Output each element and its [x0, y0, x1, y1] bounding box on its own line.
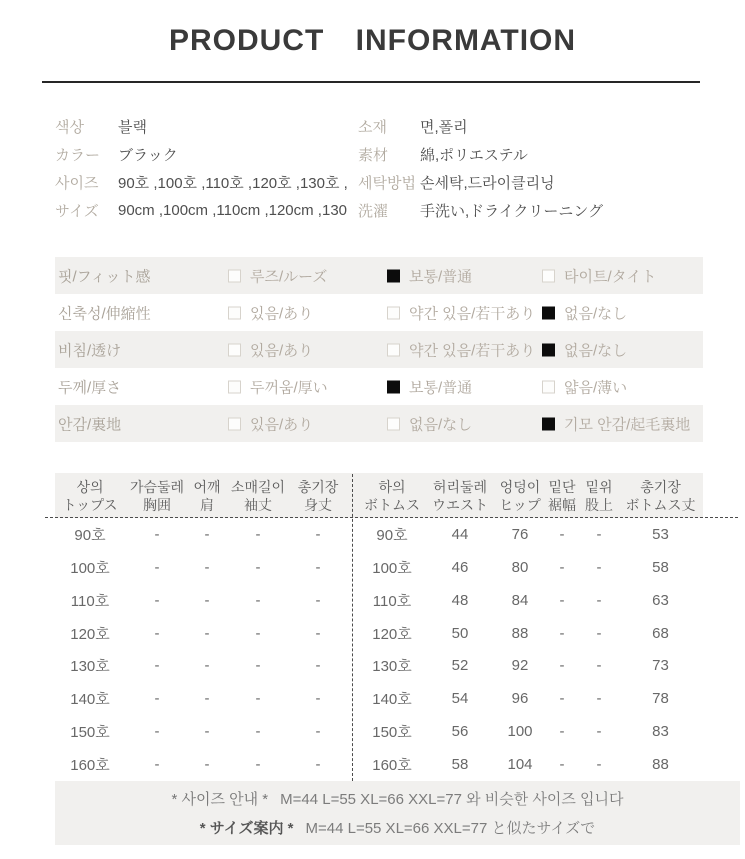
checkbox-unchecked-icon	[387, 306, 400, 319]
column-header	[580, 473, 618, 518]
option-unselected	[387, 413, 472, 434]
size-label-cell: 140호	[70, 691, 110, 709]
page-title: PRODUCT INFORMATION	[168, 24, 577, 57]
tops-size-table	[55, 473, 345, 781]
attribute-label: 비침/透け	[58, 342, 122, 359]
measurement-cell: 48	[451, 591, 469, 609]
column-header-korean: 총기장	[640, 478, 681, 495]
measurement-cell: 80	[511, 558, 529, 576]
option-label: 두꺼움/厚い	[250, 379, 328, 396]
measurement-cell: 88	[511, 624, 529, 642]
column-header-korean: 상의	[76, 478, 104, 495]
info-row	[55, 168, 355, 196]
column-header-japanese: 胸囲	[143, 496, 171, 513]
info-label: 素材	[358, 146, 389, 164]
info-label: 洗濯	[358, 202, 389, 220]
note-prefix: * サイズ案内 *	[199, 820, 294, 837]
column-header-korean: 하의	[378, 478, 406, 495]
measurement-cell: 92	[511, 657, 529, 675]
measurement-cell: -	[596, 624, 602, 642]
measurement-cell: -	[204, 591, 210, 609]
option-label: 있음/あり	[250, 416, 314, 433]
option-label: 없음/なし	[564, 342, 628, 359]
measurement-cell: 58	[451, 756, 469, 774]
measurement-cell: -	[596, 591, 602, 609]
measurement-cell: -	[596, 756, 602, 774]
option-unselected	[228, 413, 313, 434]
size-label-cell: 150호	[372, 724, 412, 742]
size-note-line	[55, 788, 740, 809]
measurement-cell: -	[154, 525, 160, 543]
size-label-cell: 160호	[70, 757, 110, 775]
option-label: 기모 안감/起毛裏地	[564, 416, 691, 433]
measurement-cell: 44	[451, 525, 469, 543]
attribute-label: 두께/厚さ	[58, 379, 122, 396]
size-guide-notes	[55, 781, 740, 845]
info-label: 소재	[358, 118, 387, 136]
size-label-cell: 140호	[372, 691, 412, 709]
column-header-korean: 어깨	[193, 478, 221, 495]
attribute-row	[55, 257, 703, 294]
checkbox-checked-icon	[542, 417, 555, 430]
option-selected	[542, 413, 690, 434]
checkbox-unchecked-icon	[228, 269, 241, 282]
size-label-cell: 100호	[372, 559, 412, 577]
measurement-cell: -	[204, 558, 210, 576]
measurement-cell: -	[255, 756, 261, 774]
info-value: 블랙	[118, 118, 147, 136]
option-label: 있음/あり	[250, 342, 314, 359]
measurement-cell: -	[596, 558, 602, 576]
info-value: 손세탁,드라이클리닝	[420, 174, 555, 192]
column-header-korean: 가슴둘레	[129, 478, 185, 495]
column-header	[544, 473, 580, 518]
size-note-line	[55, 817, 740, 838]
column-header	[618, 473, 703, 518]
measurement-cell: -	[154, 657, 160, 675]
option-label: 있음/あり	[250, 305, 314, 322]
measurement-cell: -	[255, 624, 261, 642]
measurement-cell: -	[255, 525, 261, 543]
checkbox-unchecked-icon	[542, 269, 555, 282]
column-header	[225, 473, 291, 518]
measurement-cell: 63	[652, 591, 669, 609]
column-header-japanese: 袖丈	[244, 496, 272, 513]
measurement-cell: -	[204, 525, 210, 543]
measurement-cell: 100	[507, 723, 533, 741]
info-row	[55, 140, 355, 168]
checkbox-unchecked-icon	[542, 380, 555, 393]
info-row	[55, 196, 355, 224]
option-unselected	[228, 265, 327, 286]
measurement-cell: 54	[451, 690, 469, 708]
option-label: 보통/普通	[409, 379, 473, 396]
measurement-cell: -	[559, 558, 565, 576]
size-label-cell: 130호	[372, 658, 412, 676]
measurement-cell: -	[204, 756, 210, 774]
option-selected	[387, 265, 472, 286]
measurement-cell: -	[315, 756, 321, 774]
measurement-cell: 52	[451, 657, 469, 675]
measurement-cell: -	[559, 723, 565, 741]
attribute-row	[55, 331, 703, 368]
checkbox-unchecked-icon	[228, 343, 241, 356]
measurement-cell: 96	[511, 690, 529, 708]
info-row	[358, 140, 718, 168]
measurement-cell: -	[559, 657, 565, 675]
size-label-cell: 120호	[70, 625, 110, 643]
measurement-cell: -	[255, 723, 261, 741]
measurement-cell: -	[315, 624, 321, 642]
table-dashed-separator	[352, 474, 353, 781]
option-label: 없음/なし	[564, 305, 628, 322]
note-text: M=44 L=55 XL=66 XXL=77 と似たサイズで	[305, 820, 596, 837]
measurement-cell: -	[154, 624, 160, 642]
option-label: 루즈/ルーズ	[250, 268, 328, 285]
column-header-korean: 허리둘레	[432, 478, 488, 495]
info-value: 手洗い,ドライクリーニング	[420, 202, 604, 220]
size-label-cell: 110호	[70, 592, 110, 610]
measurement-cell: -	[559, 624, 565, 642]
measurement-cell: 83	[652, 723, 669, 741]
measurement-cell: -	[154, 591, 160, 609]
measurement-cell: -	[255, 690, 261, 708]
measurement-cell: -	[154, 723, 160, 741]
checkbox-unchecked-icon	[387, 417, 400, 430]
measurement-cell: -	[315, 723, 321, 741]
attribute-row	[55, 368, 703, 405]
column-header-korean: 엉덩이	[499, 478, 541, 495]
info-value: 면,폴리	[420, 118, 468, 136]
column-header	[360, 473, 424, 518]
column-header	[125, 473, 189, 518]
info-value: 綿,ポリエステル	[420, 146, 528, 164]
option-unselected	[228, 376, 328, 397]
option-unselected	[542, 376, 627, 397]
measurement-cell: 104	[507, 756, 533, 774]
column-header-japanese: 裾幅	[548, 496, 576, 513]
measurement-cell: -	[204, 624, 210, 642]
option-unselected	[228, 339, 313, 360]
column-header-korean: 총기장	[297, 478, 339, 495]
option-unselected	[387, 339, 535, 360]
measurement-cell: -	[204, 657, 210, 675]
measurement-cell: -	[315, 657, 321, 675]
measurement-cell: -	[559, 591, 565, 609]
column-header	[189, 473, 225, 518]
size-label-cell: 120호	[372, 625, 412, 643]
note-prefix: * 사이즈 안내 *	[171, 791, 269, 808]
checkbox-unchecked-icon	[228, 380, 241, 393]
product-info-left-column	[55, 112, 355, 224]
info-row	[358, 196, 718, 224]
bottoms-size-table	[360, 473, 703, 781]
option-unselected	[542, 265, 656, 286]
measurement-cell: -	[559, 690, 565, 708]
info-value: 90호 ,100호 ,110호 ,120호 ,130호 ,	[118, 174, 348, 192]
measurement-cell: -	[596, 657, 602, 675]
info-value: ブラック	[118, 146, 178, 164]
measurement-cell: -	[596, 525, 602, 543]
info-row	[358, 112, 718, 140]
option-selected	[542, 302, 627, 323]
option-unselected	[387, 302, 535, 323]
info-label: 사이즈	[55, 174, 99, 192]
measurement-cell: -	[204, 690, 210, 708]
checkbox-unchecked-icon	[228, 306, 241, 319]
option-label: 얇음/薄い	[564, 379, 628, 396]
checkbox-checked-icon	[542, 343, 555, 356]
column-header-japanese: トップス	[62, 496, 118, 513]
size-label-cell: 90호	[376, 526, 408, 544]
column-header-japanese: ヒップ	[499, 496, 541, 513]
column-header-korean: 밑단	[548, 478, 576, 495]
note-text: M=44 L=55 XL=66 XXL=77 와 비슷한 사이즈 입니다	[280, 791, 624, 808]
attribute-label: 신축성/伸縮性	[58, 305, 151, 322]
measurement-cell: -	[315, 525, 321, 543]
measurement-cell: -	[255, 591, 261, 609]
info-label: 세탁방법	[358, 174, 416, 192]
measurement-cell: 73	[652, 657, 669, 675]
measurement-cell: 84	[511, 591, 529, 609]
measurement-cell: -	[154, 756, 160, 774]
info-label: サイズ	[55, 202, 99, 220]
size-label-cell: 90호	[74, 526, 106, 544]
product-info-right-column	[358, 112, 718, 224]
attribute-row	[55, 294, 703, 331]
size-label-cell: 110호	[372, 592, 412, 610]
column-header-japanese: ウエスト	[432, 496, 488, 513]
size-label-cell: 160호	[372, 757, 412, 775]
measurement-cell: 68	[652, 624, 669, 642]
checkbox-unchecked-icon	[387, 343, 400, 356]
measurement-cell: -	[255, 657, 261, 675]
option-label: 보통/普通	[409, 268, 473, 285]
measurement-cell: 78	[652, 690, 669, 708]
option-selected	[542, 339, 627, 360]
measurement-cell: -	[154, 690, 160, 708]
measurement-cell: -	[255, 558, 261, 576]
column-header-japanese: ボトムス	[364, 496, 420, 513]
measurement-cell: -	[315, 558, 321, 576]
info-value: 90cm ,100cm ,110cm ,120cm ,130	[118, 201, 347, 219]
measurement-cell: -	[315, 591, 321, 609]
measurement-cell: 53	[652, 525, 669, 543]
measurement-cell: 88	[652, 756, 669, 774]
column-header-japanese: 股上	[585, 496, 613, 513]
measurement-cell: -	[559, 756, 565, 774]
attribute-checklist	[55, 257, 703, 442]
checkbox-checked-icon	[387, 269, 400, 282]
measurement-cell: -	[204, 723, 210, 741]
attribute-label: 핏/フィット感	[58, 268, 151, 285]
measurement-cell: -	[315, 690, 321, 708]
checkbox-unchecked-icon	[228, 417, 241, 430]
title-divider	[42, 81, 700, 83]
measurement-cell: -	[559, 525, 565, 543]
column-header	[424, 473, 496, 518]
checkbox-checked-icon	[542, 306, 555, 319]
measurement-cell: -	[596, 690, 602, 708]
measurement-cell: 76	[511, 525, 529, 543]
column-header	[496, 473, 544, 518]
size-label-cell: 100호	[70, 559, 110, 577]
size-label-cell: 150호	[70, 724, 110, 742]
info-label: 색상	[55, 118, 84, 136]
info-row	[55, 112, 355, 140]
measurement-cell: -	[154, 558, 160, 576]
attribute-row	[55, 405, 703, 442]
column-header	[291, 473, 345, 518]
measurement-cell: -	[596, 723, 602, 741]
size-label-cell: 130호	[70, 658, 110, 676]
option-label: 약간 있음/若干あり	[409, 342, 536, 359]
column-header-japanese: ボトムス丈	[625, 496, 696, 513]
measurement-cell: 50	[451, 624, 469, 642]
measurement-cell: 58	[652, 558, 669, 576]
column-header-korean: 밑위	[585, 478, 613, 495]
info-label: カラー	[55, 146, 101, 164]
option-label: 타이트/タイト	[564, 268, 657, 285]
checkbox-checked-icon	[387, 380, 400, 393]
column-header-korean: 소매길이	[230, 478, 286, 495]
option-unselected	[228, 302, 313, 323]
column-header	[55, 473, 125, 518]
option-label: 없음/なし	[409, 416, 473, 433]
measurement-cell: 46	[451, 558, 469, 576]
attribute-label: 안감/裏地	[58, 416, 122, 433]
option-selected	[387, 376, 472, 397]
measurement-cell: 56	[451, 723, 469, 741]
option-label: 약간 있음/若干あり	[409, 305, 536, 322]
column-header-japanese: 肩	[200, 496, 214, 513]
info-row	[358, 168, 718, 196]
column-header-japanese: 身丈	[304, 496, 332, 513]
